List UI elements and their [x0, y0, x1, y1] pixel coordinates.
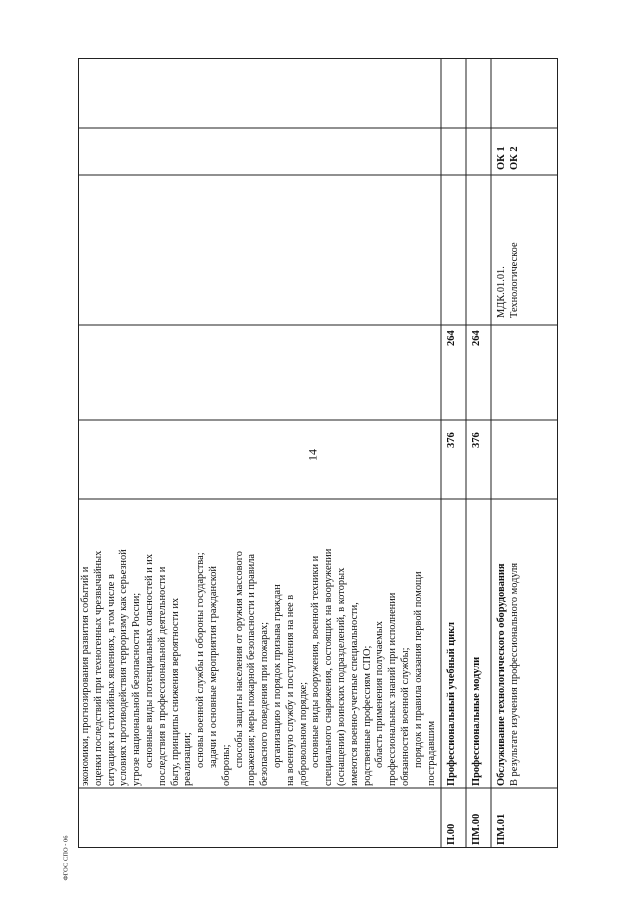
desc-line: основные виды потенциальных опасностей и их — [143, 553, 155, 768]
mdk-cell — [496, 178, 521, 318]
mdk-title: Технологическое — [508, 242, 520, 318]
row-title: Профессиональный учебный цикл — [446, 621, 457, 786]
desc-line: реализации; — [182, 732, 194, 786]
desc-line: профессиональных знаний при исполнении — [387, 592, 399, 786]
row-code: ПМ.00 — [471, 813, 482, 845]
row-code: П.00 — [446, 823, 457, 845]
hours-max: 376 — [446, 432, 457, 448]
hours-max: 376 — [471, 432, 482, 448]
row-title: Обслуживание технологического оборудования — [496, 563, 507, 786]
desc-line: специального снаряжения, состоящих на вооружении — [323, 548, 335, 786]
curriculum-table — [78, 58, 558, 848]
desc-line: порядок и правила оказания первой помощи — [412, 571, 424, 768]
mdk-code: МДК.01.01. — [496, 266, 507, 318]
desc-line: (оснащении) воинских подразделений, в которых — [335, 567, 347, 786]
desc-line: основы военной службы и обороны государства; — [195, 552, 207, 768]
desc-line: условиях противодействия терроризму как серьезной — [118, 549, 130, 786]
desc-line: угрозе национальной безопасности России; — [131, 592, 143, 786]
desc-line: ситуациях и стихийных явлениях, в том числе в — [105, 574, 117, 786]
desc-line: организацию и порядок призыва граждан — [271, 584, 283, 768]
competency-code: ОК 1 — [496, 146, 507, 170]
desc-line: обязанностей военной службы; — [399, 647, 411, 786]
desc-line: последствия в профессиональной деятельности и — [156, 566, 168, 786]
desc-line: область применения получаемых — [374, 621, 386, 768]
footer-code: ФГОС СПО - 06 — [62, 835, 70, 881]
desc-line: задачи и основные мероприятия гражданской — [207, 566, 219, 768]
desc-line: экономики, прогнозирования развития событий и — [80, 566, 91, 786]
competency-code: ОК 2 — [509, 146, 520, 170]
desc-line: оценки последствий при техногенных чрезвычайных — [92, 550, 104, 786]
row-title: Профессиональные модули — [471, 656, 482, 786]
row-subtitle: В результате изучения профессионального модуля — [509, 562, 520, 786]
desc-line: основные виды вооружения, военной техники и — [310, 555, 322, 768]
desc-line: безопасного поведения при пожарах; — [259, 621, 271, 786]
desc-line: родственные профессиям СПО; — [361, 645, 373, 786]
desc-line: поражения; меры пожарной безопасности и правила — [246, 554, 258, 786]
hours-required: 264 — [446, 330, 457, 346]
hours-required: 264 — [471, 330, 482, 346]
desc-line: пострадавшим — [425, 720, 437, 786]
desc-line: способы защиты населения от оружия массового — [233, 551, 245, 768]
desc-line: быту, принципы снижения вероятности их — [169, 597, 181, 786]
desc-line: добровольном порядке; — [297, 681, 309, 786]
page-number: 14 — [305, 449, 320, 461]
desc-line: обороны; — [220, 744, 232, 786]
desc-line: имеются военно-учетные специальности, — [348, 602, 360, 786]
skills-description — [80, 501, 438, 786]
row-code: ПМ.01 — [496, 813, 507, 845]
desc-line: на военную службу и поступления на нее в — [284, 594, 296, 786]
